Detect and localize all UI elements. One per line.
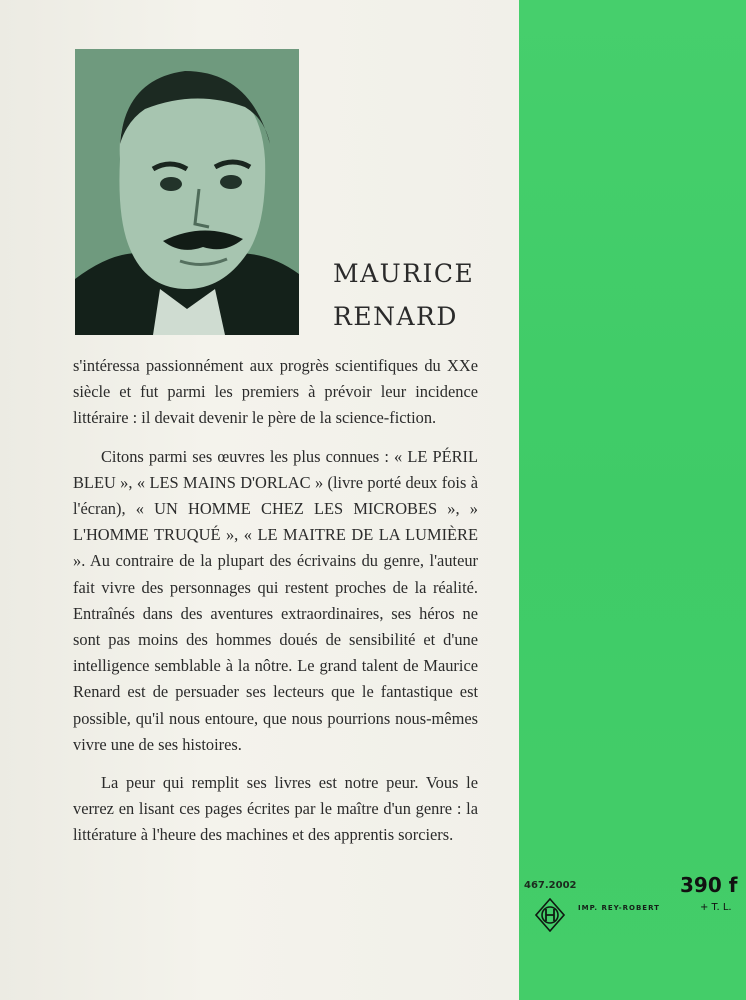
paragraph-conclusion: La peur qui remplit ses livres est notre peur. Vous le verrez en lisant ces pages écrites par le maître d'un genre : la littérature à l'heure des machines et des apprentis sorciers. — [73, 773, 478, 845]
author-portrait — [75, 49, 299, 335]
author-last-name: RENARD — [333, 302, 458, 331]
price-label: 390 f — [680, 873, 738, 897]
green-spine-band — [519, 0, 746, 1000]
tax-label: + T. L. — [700, 902, 732, 913]
catalog-code: 467.2002 — [524, 880, 577, 891]
biography-text — [73, 353, 478, 861]
author-first-name: MAURICE — [333, 259, 475, 288]
paragraph-works: Citons parmi ses œuvres les plus connues : « LE PÉRIL BLEU », « LES MAINS D'ORLAC » (livre porté deux fois à l'écran), « UN HOMME CHEZ LES MICROBES », » L'HOMME TRUQUÉ », « LE MAITRE DE LA LUMIÈRE ». Au contraire de la plupart des écrivains du genre, l'auteur fait vivre des personnages qui restent proches de la réalité. Entraînés dans des aventures extraordinaires, ses héros ne sont pas moins des hommes doués de sensibilité et d'une intelligence semblable à la nôtre. Le grand talent de Maurice Renard est de persuader ses lecteurs que le fantastique est possible, qu'il nous entoure, que nous pourrions nous-mêmes vivre une de ses histoires. — [73, 446, 478, 754]
author-portrait-icon — [75, 49, 299, 335]
author-name — [333, 252, 503, 338]
publisher-monogram-icon — [535, 898, 565, 932]
printer-label: IMP. REY-ROBERT — [578, 904, 660, 912]
paragraph-intro: s'intéressa passionnément aux progrès scientifiques du XXe siècle et fut parmi les premiers à prévoir leur incidence littéraire : il devait devenir le père de la science-fiction. — [73, 356, 478, 428]
